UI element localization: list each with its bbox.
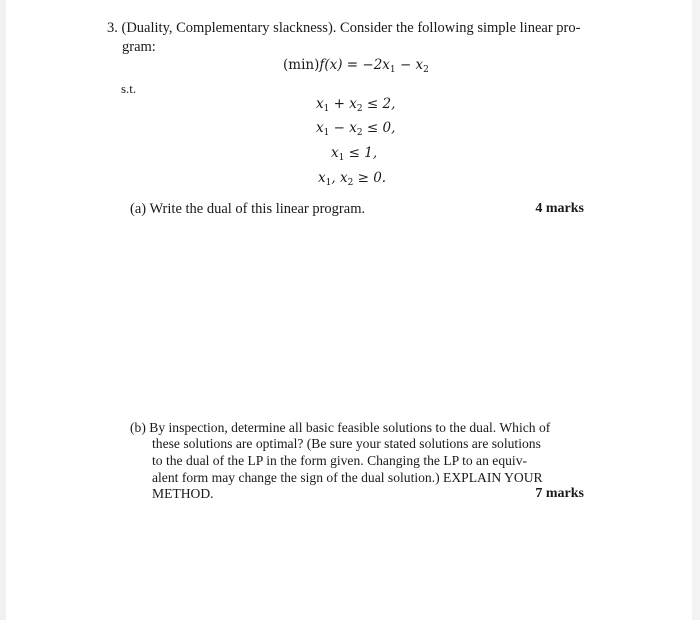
subject-to-label: s.t. [121, 81, 137, 96]
objective-mid: − x [395, 57, 424, 73]
objective-lhs: f(x) = −2x [319, 57, 390, 73]
question-intro-line2: gram: [122, 39, 156, 55]
part-b-marks: 7 marks [535, 486, 584, 501]
question-number: 3. [107, 20, 118, 36]
constraint-3: $x_1 \le 1$, [331, 145, 378, 163]
part-b-line4: alent form may change the sign of the dual solution.) EXPLAIN YOUR [152, 470, 543, 485]
question-intro [107, 20, 580, 37]
question-intro-line1: (Duality, Complementary slackness). Consider the following simple linear pro- [121, 20, 581, 36]
part-a-text: (a) Write the dual of this linear program. [130, 201, 366, 217]
part-b-line2: these solutions are optimal? (Be sure your stated solutions are solutions [152, 436, 541, 451]
objective-function: $(\min)f(x) = -2x_1 - x_2$ [283, 57, 429, 75]
constraint-1: $x_1 + x_2 \le 2$, [316, 96, 396, 114]
part-b-line1: (b) By inspection, determine all basic feasible solutions to the dual. Which of [130, 420, 551, 435]
part-a-marks: 4 marks [535, 201, 584, 216]
part-b-line5: METHOD. [152, 486, 214, 501]
constraint-2: $x_1 - x_2 \le 0$, [316, 120, 396, 138]
constraint-4: $x_1$, $x_2 \ge 0$. [318, 170, 387, 188]
objective-prefix: (min) [283, 57, 320, 73]
part-b-line3: to the dual of the LP in the form given. Changing the LP to an equiv- [152, 453, 528, 468]
